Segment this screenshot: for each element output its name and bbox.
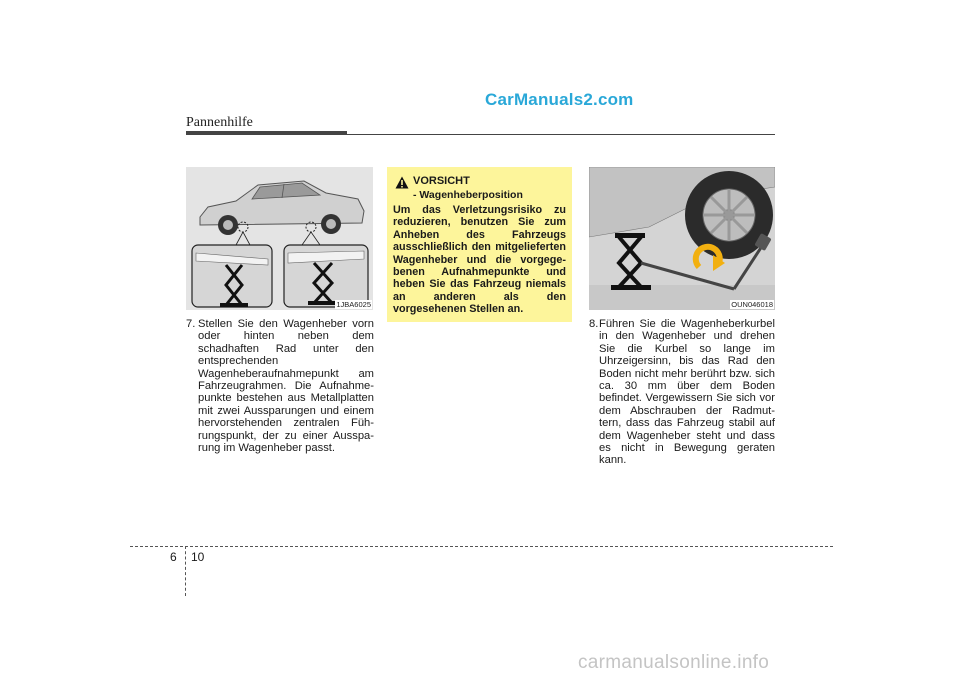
figure-code-left: 1JBA6025 [336,300,371,309]
footer-section-number: 6 [170,550,177,564]
caution-text: Um das Verletzungsrisiko zu reduzieren, benutzen Sie zum Anheben des Fahrzeugs ausschließlich den mitgelieferten Wagenheber und die vorgege-benen Aufnahmepunkte und heben Sie das Fahrzeug niemals an anderen als den vorgesehenen Stellen an. [393,204,566,316]
caution-title: VORSICHT [413,175,470,187]
section-title: Pannenhilfe [186,115,253,130]
instruction-step-7 [186,318,374,454]
watermark-link-top[interactable]: CarManuals2.com [485,90,634,109]
header-rule-thick [186,131,347,135]
watermark-link-bottom[interactable]: carmanualsonline.info [578,652,770,673]
instruction-step-8 [589,318,775,467]
footer-page-number: 10 [191,550,205,564]
jack-crank-illustration [589,167,775,310]
header-rule-thin [347,134,775,135]
step-number: 8. [589,318,599,330]
caution-subtitle: - Wagenheberposition [413,189,523,201]
car-jack-points-figure [186,167,373,310]
footer-rule [130,546,833,547]
footer-divider [185,546,186,596]
caution-box [387,167,572,322]
step-number: 7. [186,318,196,330]
figure-code-right: OUN046018 [731,300,773,309]
warning-triangle-icon [395,176,409,189]
jack-crank-figure [589,167,775,310]
car-illustration [186,167,373,310]
step-text: Führen Sie die Wagenheberkurbel in den Wagenheber und drehen Sie die Kurbel so lange im Uhrzeigersinn, bis das Rad den Boden nicht mehr berührt bzw. sich ca. 30 mm über dem Boden befindet. Vergewissern Sie sich vor dem Abschrauben der Radmut-tern, dass das Fahrzeug stabil auf dem Wagenheber steht und dass es nicht in Bewegung geraten kann. [599,318,775,467]
step-text: Stellen Sie den Wagenheber vorn oder hinten neben dem schadhaften Rad unter den entsprechenden Wagenheberaufnahmepunkt am Fahrzeugrahmen. Die Aufnahme-punkte bestehen aus Metallplatten mit zwei Aussparungen und einem hervorstehenden zentralen Füh-rungspunkt, der zu einer Ausspa-rung im Wagenheber passt. [198,318,374,455]
